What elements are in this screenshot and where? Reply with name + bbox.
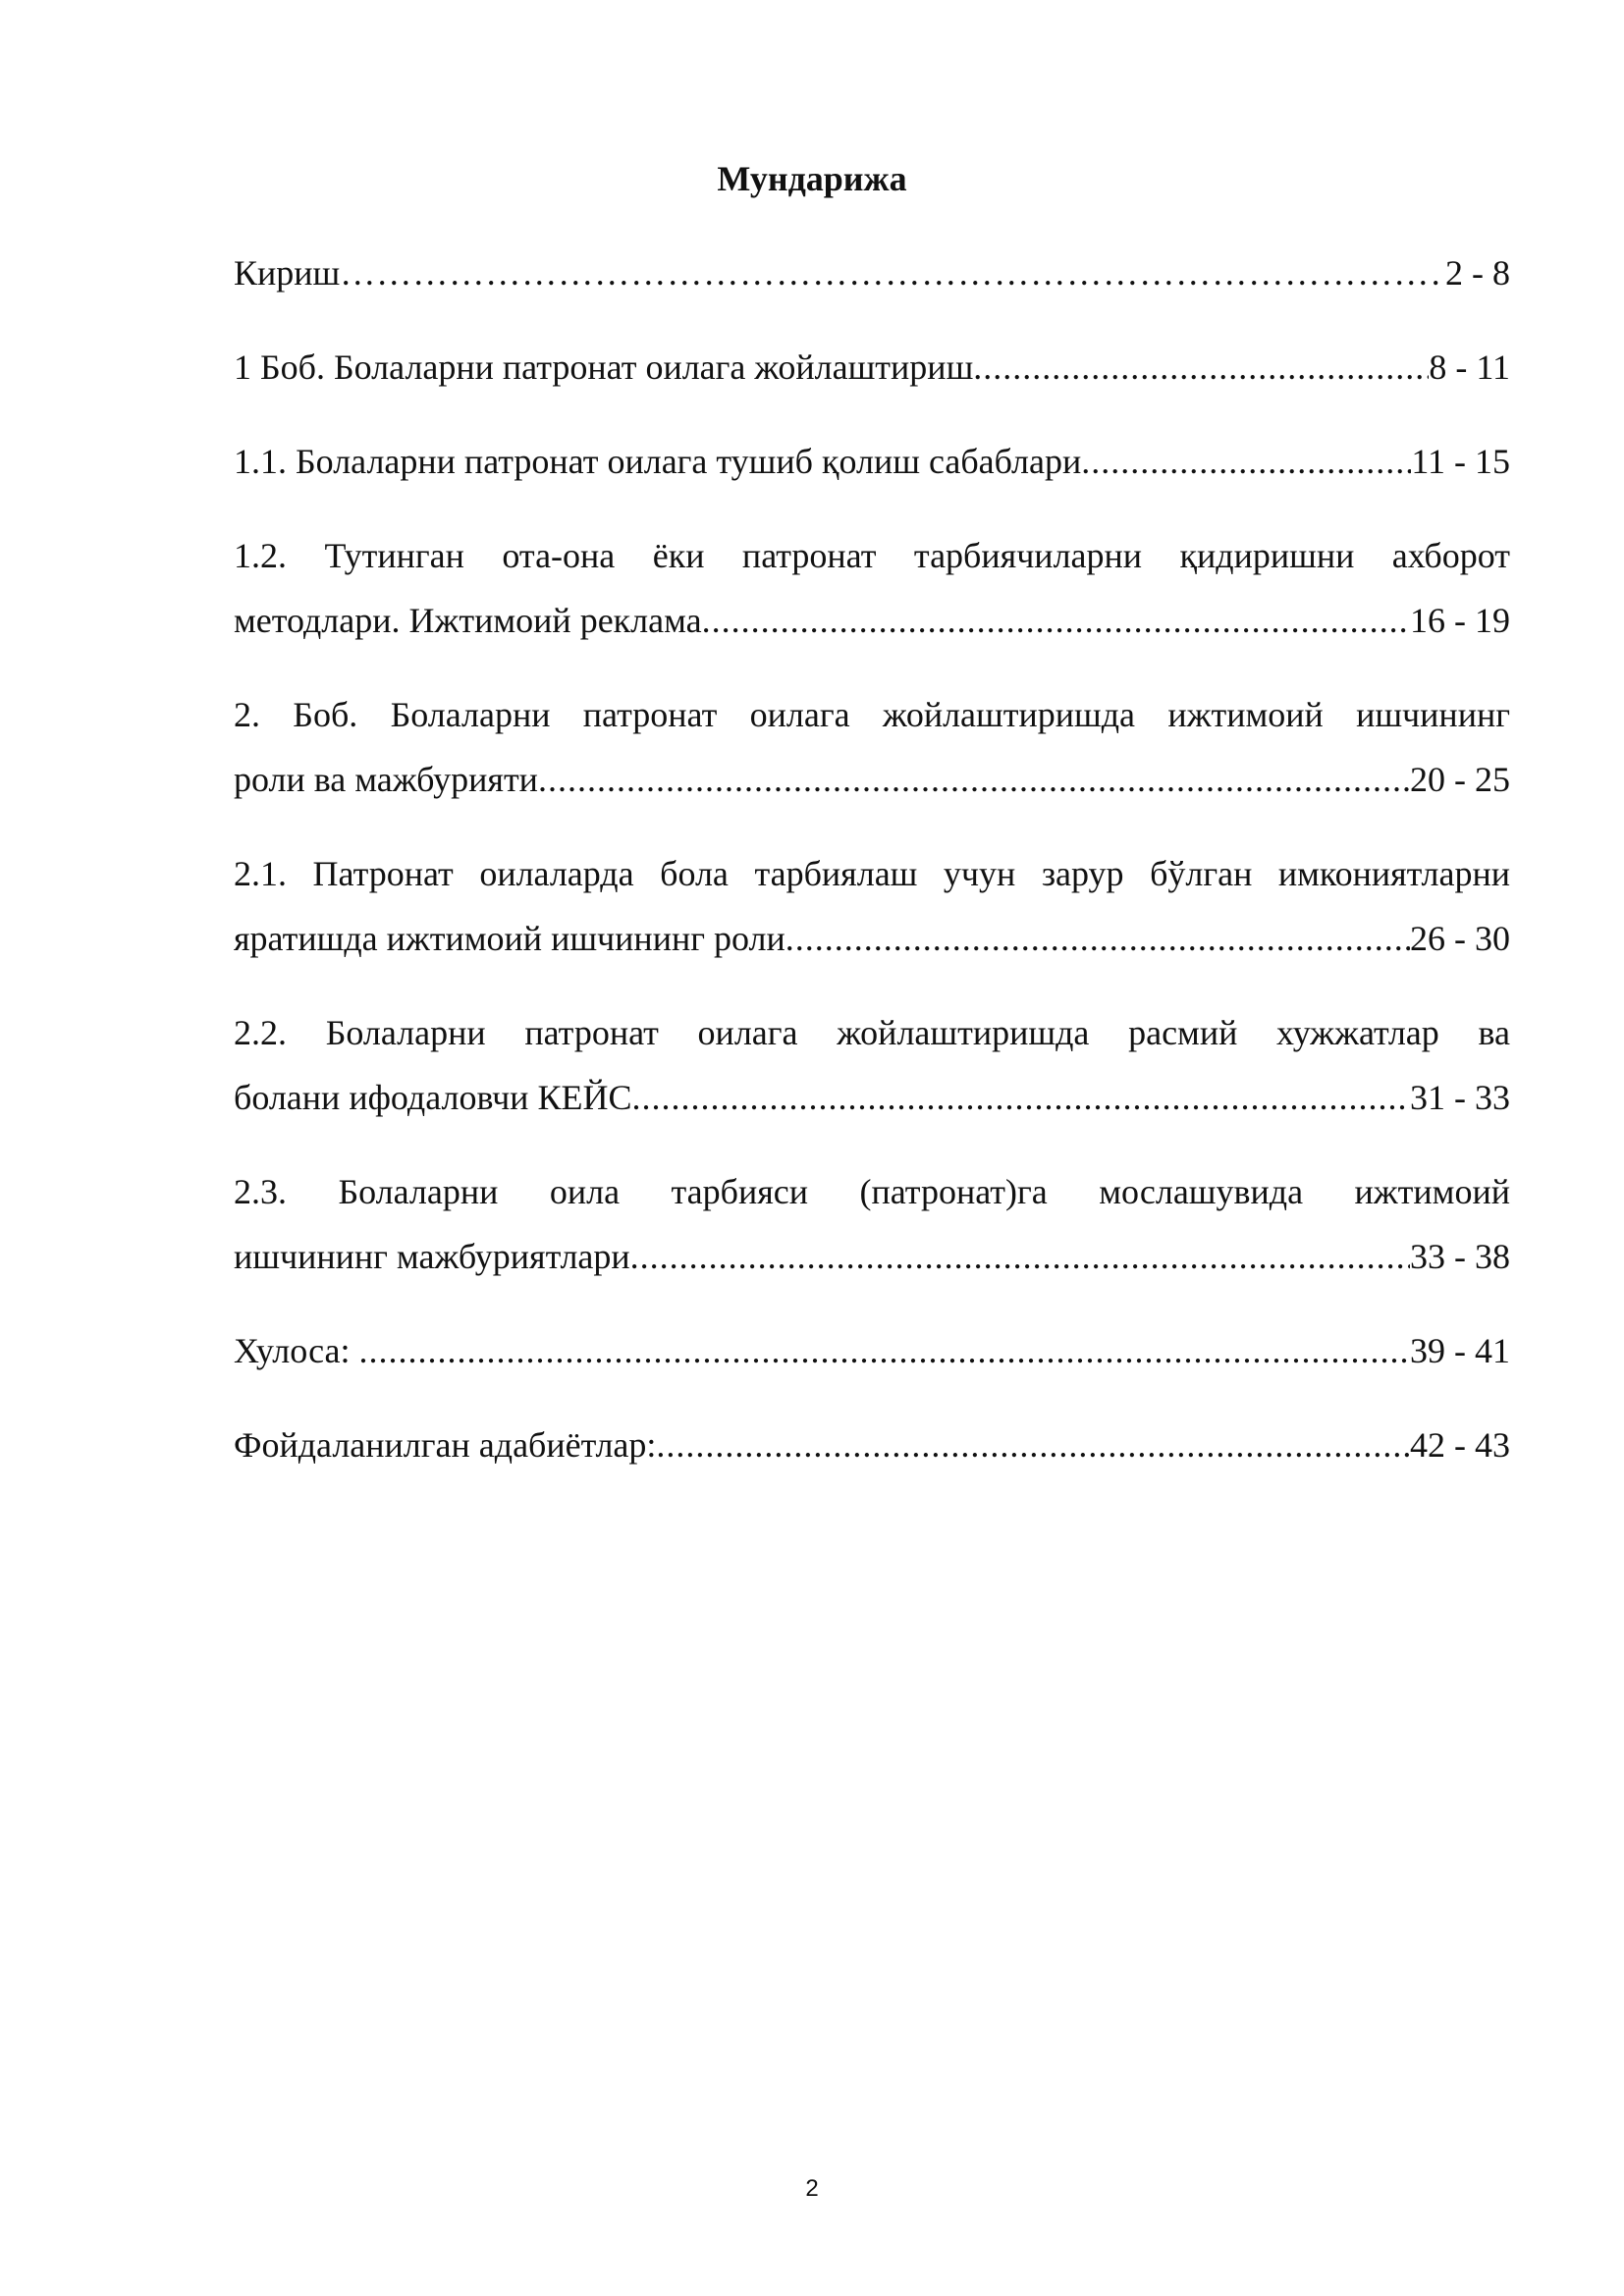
toc-entry-label-line1: 2.2. Болаларни патронат оилага жойлаштиришда расмий хужжатлар ва bbox=[234, 1013, 1510, 1052]
toc-entry-pages: 39 - 41 bbox=[1410, 1331, 1510, 1370]
toc-entry-label-line1: 2.3. Болаларни оила тарбияси (патронат)га мослашувида ижтимоий bbox=[234, 1172, 1510, 1211]
toc-entry-pages: 11 - 15 bbox=[1411, 442, 1510, 481]
toc-entry-pages: 26 - 30 bbox=[1410, 919, 1510, 958]
dot-leader bbox=[656, 1413, 1410, 1477]
dot-leader bbox=[359, 1318, 1410, 1383]
dot-leader bbox=[702, 588, 1410, 653]
page-number: 2 bbox=[805, 2175, 819, 2202]
toc-entry-chapter-2 bbox=[234, 682, 1510, 812]
table-of-contents bbox=[234, 240, 1510, 1507]
page-title: Мундарижа bbox=[717, 159, 907, 198]
toc-entry-label: 1.1. Болаларни патронат оилага тушиб қолиш сабаблари bbox=[234, 442, 1082, 481]
toc-entry-label-line2: болани ифодаловчи КЕЙС bbox=[234, 1078, 632, 1117]
toc-entry-section-2-2 bbox=[234, 1000, 1510, 1130]
dot-leader bbox=[785, 906, 1410, 971]
toc-entry-section-1-1 bbox=[234, 429, 1510, 494]
toc-entry-label-line2: ишчининг мажбуриятлари bbox=[234, 1237, 630, 1276]
toc-entry-label-line2: методлари. Ижтимоий реклама bbox=[234, 601, 702, 640]
toc-entry-conclusion bbox=[234, 1318, 1510, 1383]
toc-entry-label: 1 Боб. Болаларни патронат оилага жойлаштириш bbox=[234, 347, 974, 387]
toc-entry-pages: 16 - 19 bbox=[1410, 601, 1510, 640]
toc-entry-pages: 33 - 38 bbox=[1410, 1237, 1510, 1276]
toc-entry-pages: 31 - 33 bbox=[1410, 1078, 1510, 1117]
toc-entry-chapter-1 bbox=[234, 335, 1510, 400]
toc-entry-references bbox=[234, 1413, 1510, 1477]
toc-entry-pages: 2 - 8 bbox=[1445, 253, 1510, 293]
toc-entry-label-line2: роли ва мажбурияти bbox=[234, 760, 538, 799]
toc-entry-section-1-2 bbox=[234, 523, 1510, 653]
toc-entry-label-line1: 2. Боб. Болаларни патронат оилага жойлаштиришда ижтимоий ишчининг bbox=[234, 695, 1510, 734]
toc-entry-label: Фойдаланилган адабиётлар: bbox=[234, 1425, 657, 1465]
toc-entry-label-line2: яратишда ижтимоий ишчининг роли bbox=[234, 919, 785, 958]
dot-leader bbox=[630, 1224, 1410, 1289]
toc-entry-pages: 20 - 25 bbox=[1410, 760, 1510, 799]
dot-leader bbox=[538, 747, 1410, 812]
dot-leader bbox=[631, 1065, 1410, 1130]
toc-entry-label: Хулоса: bbox=[234, 1331, 359, 1370]
toc-entry-introduction bbox=[234, 240, 1510, 305]
toc-entry-section-2-1 bbox=[234, 841, 1510, 971]
dot-leader bbox=[340, 240, 1445, 305]
toc-entry-section-2-3 bbox=[234, 1159, 1510, 1289]
toc-entry-pages: 42 - 43 bbox=[1410, 1425, 1510, 1465]
toc-entry-label-line1: 1.2. Тутинган ота-она ёки патронат тарбиячиларни қидиришни ахборот bbox=[234, 536, 1510, 575]
toc-entry-label-line1: 2.1. Патронат оилаларда бола тарбиялаш учун зарур бўлган имкониятларни bbox=[234, 854, 1510, 893]
toc-entry-label: Кириш bbox=[234, 253, 341, 293]
toc-entry-pages: 8 - 11 bbox=[1429, 347, 1510, 387]
dot-leader bbox=[1081, 429, 1411, 494]
dot-leader bbox=[973, 335, 1429, 400]
